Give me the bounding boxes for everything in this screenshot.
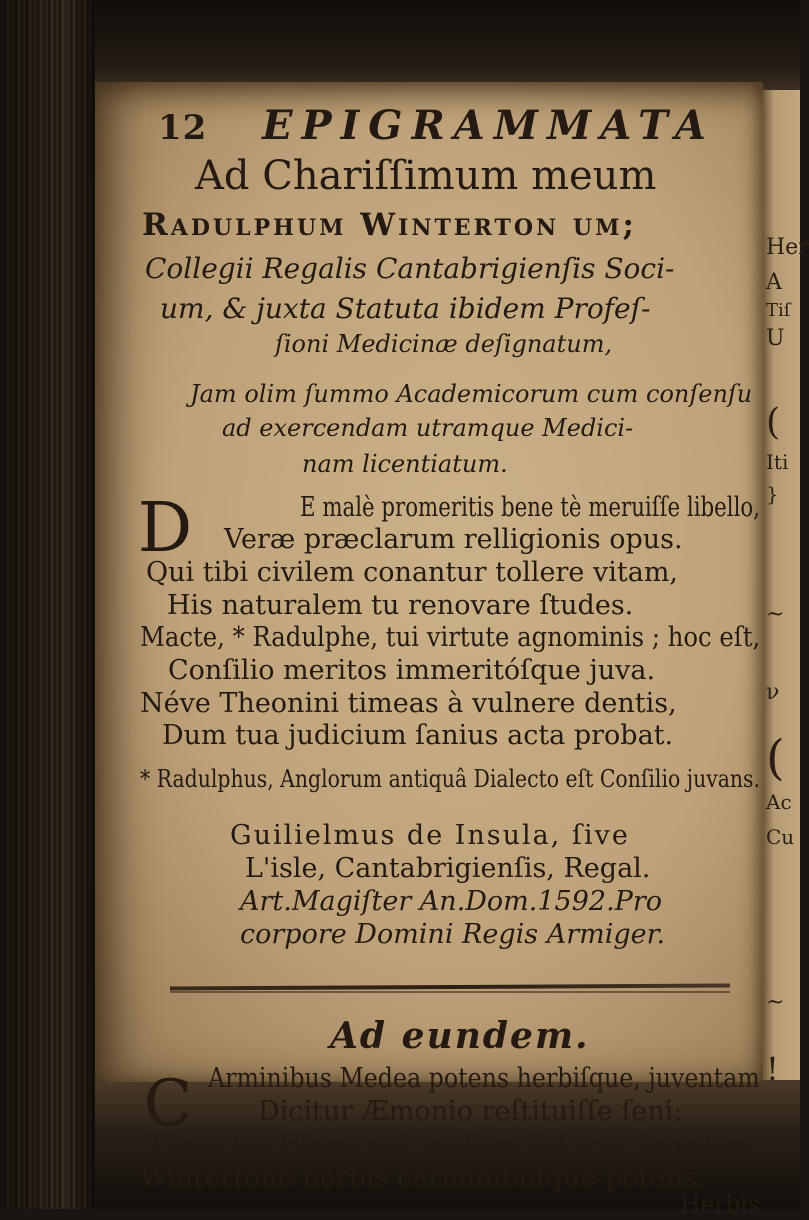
facing-fragment: Cu [766, 825, 795, 849]
verse-line: Qui tibi civilem conantur tollere vitam, [146, 557, 678, 588]
facing-page-edge [763, 90, 809, 1088]
facing-fragment: ~ [766, 602, 785, 627]
verse-line: Túque tuo Hippocrati, meliore ſed arte, juventam, [148, 1130, 760, 1161]
drop-cap: D [137, 489, 193, 568]
verse-line: Macte, * Radulphe, tui virtute agnominis ; hoc eſt, [140, 622, 761, 653]
facing-fragment: ( [766, 730, 785, 786]
top-shadow [95, 0, 800, 90]
drop-cap: C [143, 1067, 193, 1141]
epigram-title-line: Collegii Regalis Cantabrigienſis Soci- [145, 252, 675, 285]
verse-line: Dum tua judicium ſanius acta probat. [162, 720, 674, 751]
facing-fragment: Ac [766, 790, 792, 814]
signature-line: L'isle, Cantabrigienſis, Regal. [245, 853, 651, 884]
catchword: Herbis [680, 1190, 761, 1220]
verse-line: Wintertone herbis carminibúſque potens. [140, 1162, 706, 1193]
facing-fragment: A [766, 270, 782, 295]
epigram-subtitle-line: ad exercendam utramque Medici- [222, 414, 634, 442]
page-number: 12 [158, 108, 208, 148]
verse-line: Arminibus Medea potens herbiſque, juventam [208, 1063, 760, 1094]
facing-fragment: ~ [766, 990, 785, 1015]
epigram-title-line: ſioni Medicinæ deſignatum, [275, 330, 613, 358]
section-divider-thin [170, 991, 730, 993]
epigram-title-line: Ad Chariſſimum meum [195, 153, 657, 199]
verse-line: Dicitur Æmonio reſtituiſſe ſeni: [258, 1096, 683, 1127]
epigram-subtitle-line: Jam olim ſummo Academicorum cum conſenſu [190, 380, 753, 408]
epigram-subtitle-line: nam licentiatum. [302, 450, 508, 478]
facing-fragment: ( [766, 402, 781, 443]
epigram-title-line: Radulphum Winterton um; [142, 207, 637, 243]
verse-line: Néve Theonini timeas à vulnere dentis, [140, 688, 677, 719]
facing-fragment: } [766, 482, 779, 506]
verse-line: His naturalem tu renovare ſtudes. [167, 590, 634, 621]
running-title: EPIGRAMMATA [262, 102, 715, 149]
facing-fragment: U [766, 326, 785, 351]
facing-fragment: Her [766, 235, 809, 260]
epigram-title-line: um, & juxta Statuta ibidem Profeſ- [160, 292, 651, 325]
signature-line: corpore Domini Regis Armiger. [240, 919, 666, 950]
signature-line: Art.Magiſter An.Dom.1592.Pro [240, 886, 662, 917]
section-title: Ad eundem. [330, 1015, 590, 1057]
footnote: * Radulphus, Anglorum antiquâ Dialecto eſt Conſilio juvans. [140, 765, 760, 793]
signature-line: Guilielmus de Insula, ſive [230, 820, 630, 851]
facing-fragment: Iti [766, 450, 789, 474]
facing-fragment: Tiſ [766, 300, 791, 321]
facing-fragment: ! [766, 1050, 779, 1088]
verse-line: Veræ præclarum relligionis opus. [224, 524, 683, 555]
verse-line: E malè promeritis bene tè meruiſſe libello, [300, 492, 760, 523]
verse-line: Conſilio meritos immeritóſque juva. [168, 655, 656, 686]
facing-fragment: ν [766, 680, 780, 705]
book-binding [0, 0, 95, 1209]
